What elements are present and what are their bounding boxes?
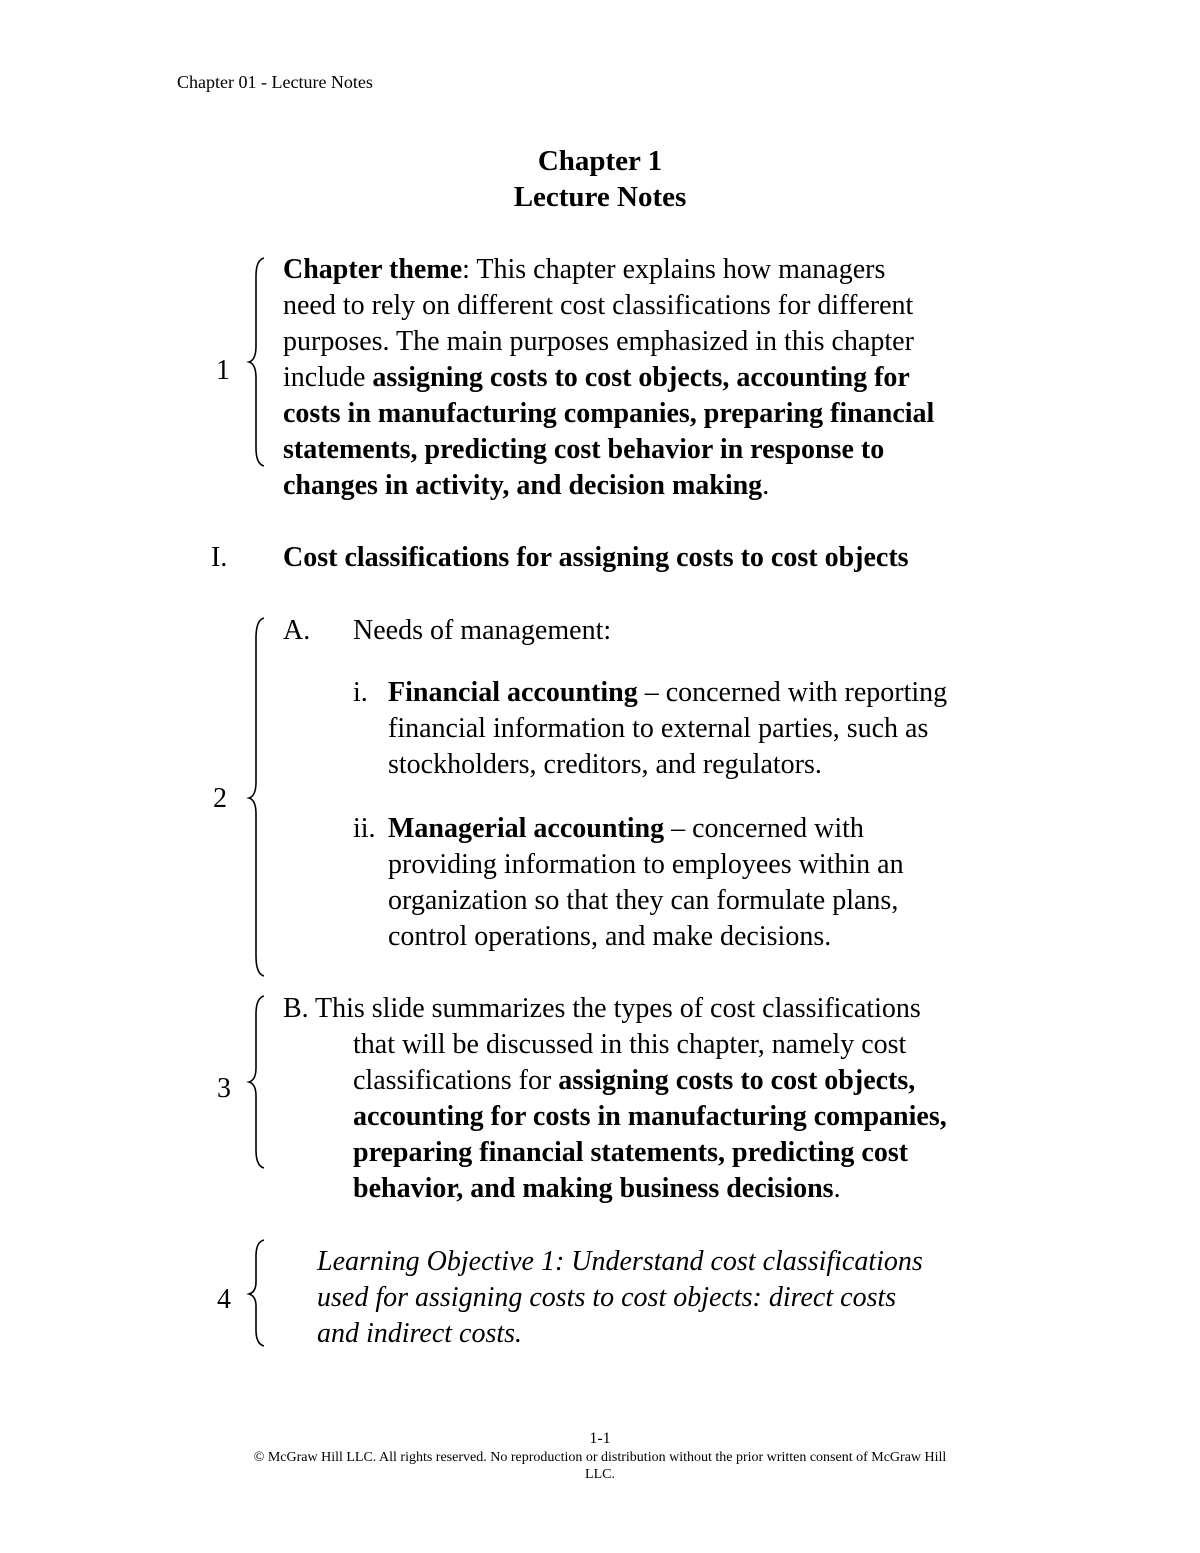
section-numeral: I. [211,542,228,573]
managerial-accounting-definition: Managerial accounting – concerned with providing information to employees within an organization so that they can formulate plans, control operations, and make decisions. [388,813,904,952]
cost-classifications-summary: This slide summarizes the types of cost classifications that will be discussed in this chapter, namely cost classifications for assigning costs to cost objects, accounting for costs in manufacturing companies, preparing financial statements, predicting cost behavior, and making business decisions. [315,993,947,1204]
page-subtitle: Lecture Notes [513,181,687,213]
copyright-notice: © McGraw Hill LLC. All rights reserved. No reproduction or distribution without the prior written consent of McGraw Hill LLC. [253,1450,947,1482]
item-a-label: A. [283,615,311,646]
sub-item-i-marker: i. [353,677,368,708]
chapter-theme-label: Chapter theme [283,254,463,285]
curly-brace-1 [246,256,270,468]
brace-number-1: 1 [216,355,230,386]
curly-brace-4 [246,1238,270,1348]
item-a-text: Needs of management: [353,615,612,646]
curly-brace-3 [246,994,270,1170]
curly-brace-2 [246,616,270,978]
sub-item-ii-marker: ii. [353,813,376,844]
brace-number-2: 2 [213,783,227,814]
brace-number-4: 4 [217,1284,231,1315]
financial-accounting-definition: Financial accounting – concerned with reporting financial information to external parties, such as stockholders, creditors, and regulators. [388,677,948,780]
page-title: Chapter 1 [537,145,663,177]
section-heading: Cost classifications for assigning costs to cost objects [283,542,909,573]
item-b-label: B. [283,993,309,1024]
brace-number-3: 3 [217,1073,231,1104]
chapter-theme-paragraph: Chapter theme: This chapter explains how managers need to rely on different cost classifications for different purposes. The main purposes emphasized in this chapter include assigning costs to cost objects, accounting for costs in manufacturing companies, preparing financial statements, predicting cost behavior in response to changes in activity, and decision making. [283,254,935,501]
page-number: 1-1 [589,1430,611,1447]
running-header: Chapter 01 - Lecture Notes [177,72,373,92]
learning-objective: Learning Objective 1: Understand cost classifications used for assigning costs to cost objects: direct costs and indirect costs. [317,1246,923,1349]
